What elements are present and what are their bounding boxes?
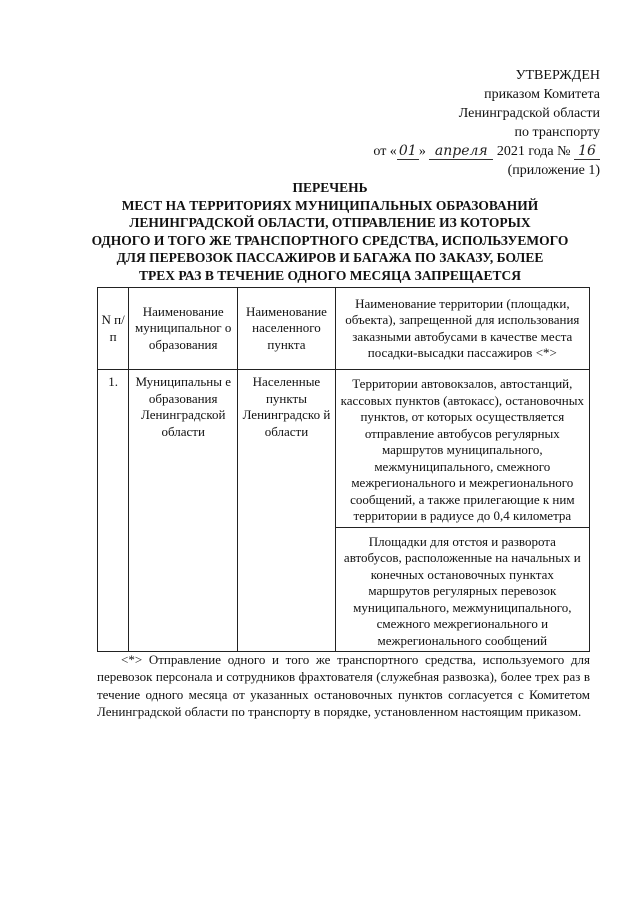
header-number: N п/п (98, 288, 129, 370)
approval-appendix: (приложение 1) (507, 163, 600, 178)
handwritten-order-number: 16 (574, 144, 600, 160)
approval-order-line: приказом Комитета (484, 87, 600, 102)
handwritten-month: апреля (429, 144, 493, 160)
title-line-4: ОДНОГО И ТОГО ЖЕ ТРАНСПОРТНОГО СРЕДСТВА, ИСПОЛЬЗУЕМОГО (91, 232, 569, 248)
places-table (97, 287, 590, 652)
table-row (98, 370, 590, 528)
header-municipality: Наименование муниципальног о образования (129, 288, 238, 370)
approval-heading: УТВЕРЖДЕН (515, 68, 600, 83)
title-line-5: ДЛЯ ПЕРЕВОЗОК ПАССАЖИРОВ И БАГАЖА ПО ЗАКАЗУ, БОЛЕЕ (116, 250, 544, 266)
title-line-1: ПЕРЕЧЕНЬ (292, 180, 368, 195)
header-territory: Наименование территории (площадки, объекта), запрещенной для использования заказными автобусами в качестве места посадки-высадки пассажиров <*> (335, 288, 589, 370)
cell-number: 1. (98, 370, 129, 652)
title-line-2: МЕСТ НА ТЕРРИТОРИЯХ МУНИЦИПАЛЬНЫХ ОБРАЗОВАНИЙ (121, 197, 539, 213)
date-mid: » (418, 144, 426, 159)
cell-settlement: Населенные пункты Ленинградско й области (238, 370, 335, 652)
document-title (70, 179, 590, 285)
date-year: 2021 года № (496, 144, 571, 159)
title-line-3: ЛЕНИНГРАДСКОЙ ОБЛАСТИ, ОТПРАВЛЕНИЕ ИЗ КОТОРЫХ (129, 215, 531, 231)
approval-region-line: Ленинградской области (458, 106, 600, 121)
approval-stamp (300, 66, 600, 180)
approval-date-line (300, 142, 600, 161)
cell-territory-stations: Территории автовокзалов, автостанций, кассовых пунктов (автокасс), остановочных пунктов, от которых осуществляется отправление автобусов регулярных маршрутов муниципального, межмуниципального, смежного межрегионального и межрегионального сообщений, а также прилегающие к ним территории в радиусе до 0,4 километра (335, 370, 589, 528)
table-header-row (98, 288, 590, 370)
approval-transport-line: по транспорту (514, 125, 600, 140)
footnote: <*> Отправление одного и того же транспортного средства, используемого для перевозок персонала и сотрудников фрахтователя (служебная развозка), более трех раз в течение одного месяца от указанных остановочных пунктов согласуется с Комитетом Ленинградской области по транспорту в порядке, установленном настоящим приказом. (97, 652, 590, 720)
cell-municipality: Муниципальны е образования Ленинградской области (129, 370, 238, 652)
title-line-6: ТРЕХ РАЗ В ТЕЧЕНИЕ ОДНОГО МЕСЯЦА ЗАПРЕЩАЕТСЯ (139, 267, 521, 283)
date-prefix: от « (373, 144, 397, 159)
cell-territory-turnaround: Площадки для отстоя и разворота автобусов, расположенные на начальных и конечных остановочных пунктах маршрутов регулярных перевозок муниципального, межмуниципального, смежного межрегионального и межрегионального сообщений (335, 527, 589, 652)
handwritten-day: 01 (397, 144, 419, 160)
header-settlement: Наименование населенного пункта (238, 288, 335, 370)
